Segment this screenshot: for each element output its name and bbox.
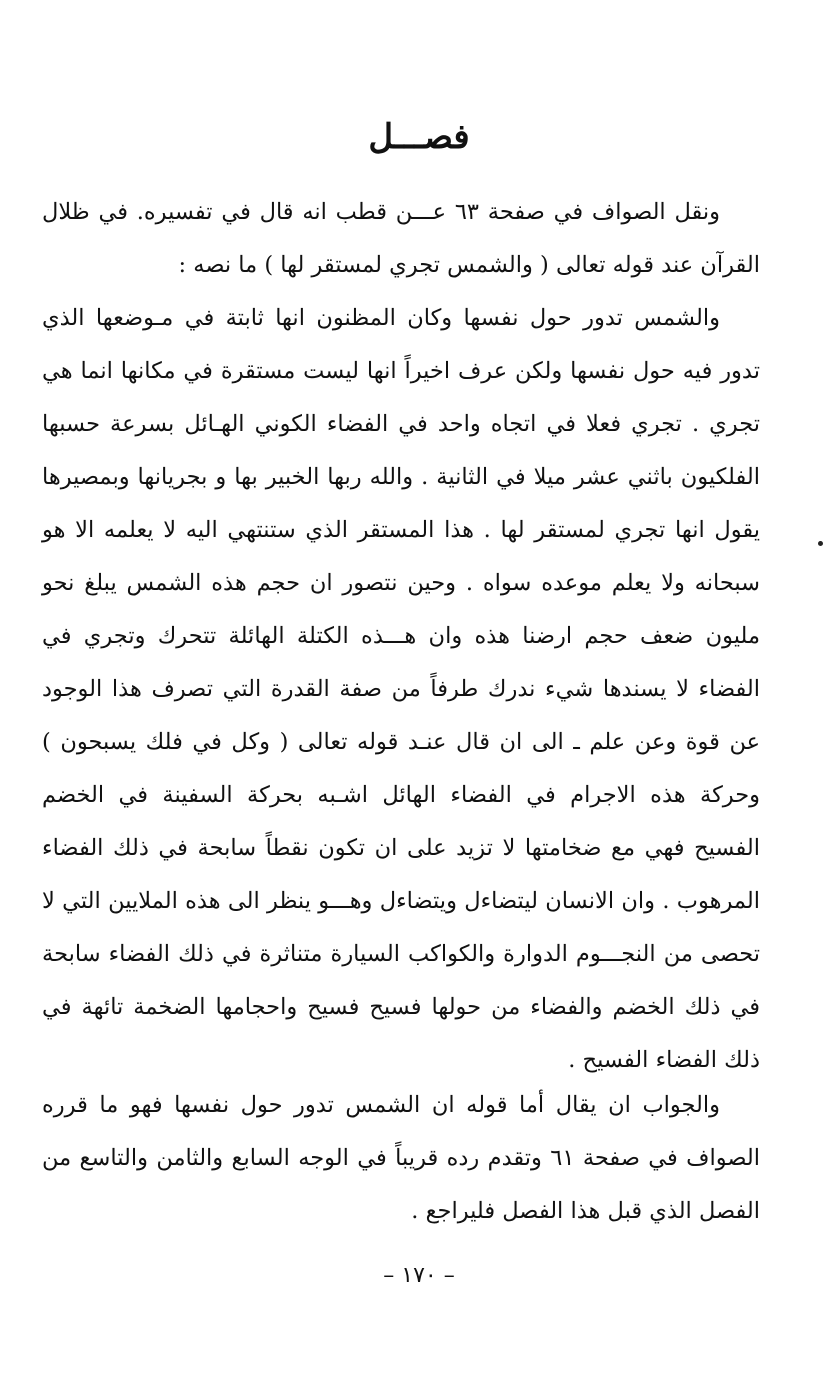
paragraph-1-text: ونقل الصواف في صفحة ٦٣ عـــن قطب انه قال في تفسيره. في ظلال القرآن عند قوله تعالى ( والشمس تجري لمستقر لها ) ما نصه : bbox=[42, 199, 760, 278]
paragraph-2 bbox=[42, 292, 760, 1087]
paragraph-3-text: والجواب ان يقال أما قوله ان الشمس تدور حول نفسها فهو ما قرره الصواف في صفحة ٦١ وتقدم رده قريباً في الوجه السابع والثامن والتاسع من الفصل الذي قبل هذا الفصل فليراجع . bbox=[42, 1092, 760, 1224]
paragraph-2-text: والشمس تدور حول نفسها وكان المظنون انها ثابتة في مـوضعها الذي تدور فيه حول نفسها ولكن عرف اخيراً انها ليست مستقرة في مكانها انما هي تجري . تجري فعلا في اتجاه واحد في الفضاء الكوني الهـائل بسرعة حسبها الفلكيون باثني عشر ميلا في الثانية . والله ربها الخبير بها و بجريانها وبمصيرها يقول انها تجري لمستقر لها . هذا المستقر الذي ستنتهي اليه لا يعلمه الا هو سبحانه ولا يعلم موعده سواه . وحين نتصور ان حجم هذه الشمس يبلغ نحو مليون ضعف حجم ارضنا هذه وان هـــذه الكتلة الهائلة تتحرك وتجري في الفضاء لا يسندها شيء ندرك طرفاً من صفة القدرة التي تصرف هذا الوجود عن قوة وعن علم ـ الى ان قال عنـد قوله تعالى ( وكل في فلك يسبحون ) وحركة هذه الاجرام في الفضاء الهائل اشـبه بحركة السفينة في الخضم الفسيح فهي مع ضخامتها لا تزيد على ان تكون نقطاً سابحة في ذلك الفضاء المرهوب . وان الانسان ليتضاءل ويتضاءل وهـــو ينظر الى هذه الملايين التي لا تحصى من النجـــوم الدوارة والكواكب السيارة متناثرة في ذلك الفضاء سابحة في ذلك الخضم والفضاء من حولها فسيح فسيح واحجامها الضخمة تائهة في ذلك الفضاء الفسيح . bbox=[42, 305, 760, 1073]
margin-dot bbox=[818, 541, 823, 546]
page-number: – ١٧٠ – bbox=[383, 1263, 455, 1288]
section-heading: فصـــل bbox=[368, 117, 470, 157]
paragraph-3 bbox=[42, 1079, 760, 1238]
paragraph-1 bbox=[42, 186, 760, 292]
